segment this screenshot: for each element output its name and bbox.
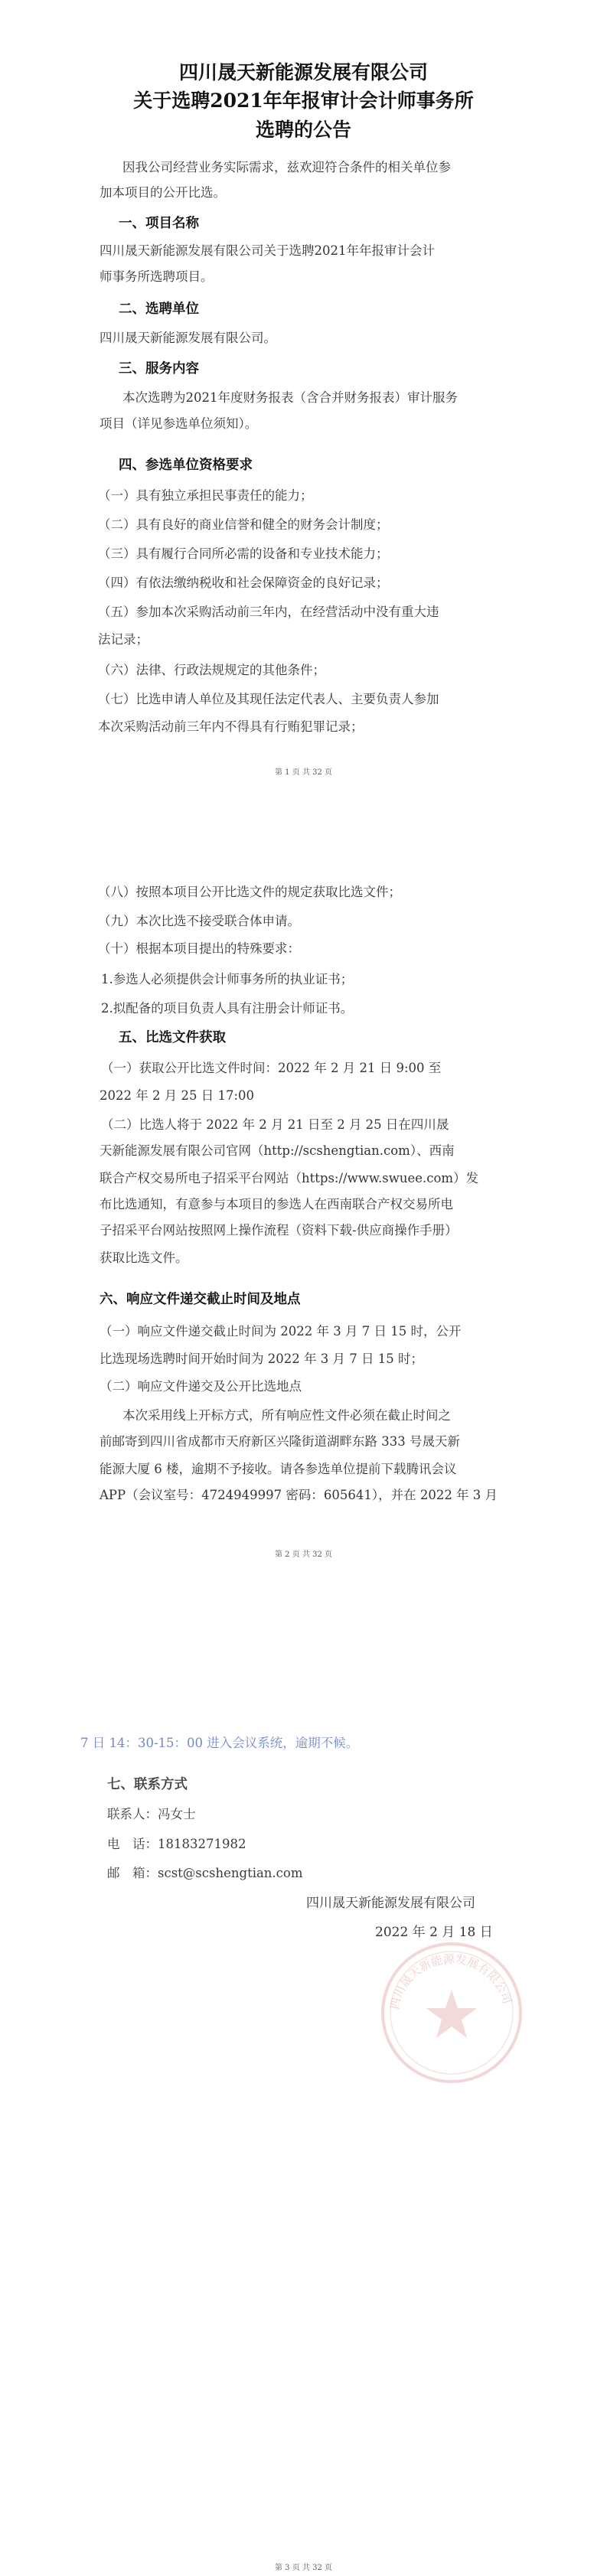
stamp-text: 四川晟天新能源发展有限公司 <box>387 1952 514 2011</box>
requirement-item: 2.拟配备的项目负责人具有注册会计师证书。 <box>101 1001 354 1016</box>
section-6-line: 比选现场选聘时间开始时间为 2022 年 3 月 7 日 15 时； <box>100 1352 423 1366</box>
requirement-item: （八）按照本项目公开比选文件的规定获取比选文件； <box>98 885 401 899</box>
requirement-item: 本次采购活动前三年内不得具有行贿犯罪记录； <box>98 719 364 734</box>
section-6-line: APP（会议室号：4724949997 密码：605641），并在 2022 年 3 月 <box>100 1488 498 1502</box>
page-number: 第 2 页 共 32 页 <box>275 1550 332 1559</box>
requirement-item: （九）本次比选不接受联合体申请。 <box>98 914 300 928</box>
requirement-item: （三）具有履行合同所必需的设备和专业技术能力； <box>98 546 389 561</box>
page-3 <box>0 1717 607 2576</box>
time-continuation: 7 日 14：30-15：00 进入会议系统，逾期不候。 <box>80 1736 359 1750</box>
signature-organization: 四川晟天新能源发展有限公司 <box>306 1896 475 1911</box>
section-4-heading: 四、参选单位资格要求 <box>119 458 253 473</box>
requirement-item: （一）具有独立承担民事责任的能力； <box>98 488 313 503</box>
section-7-heading: 七、联系方式 <box>107 1777 188 1792</box>
page-2 <box>0 859 607 1717</box>
page-number: 第 3 页 共 32 页 <box>275 2564 332 2572</box>
section-5-line: （一）获取公开比选文件时间：2022 年 2 月 21 日 9:00 至 <box>101 1061 442 1075</box>
section-5-line: 获取比选文件。 <box>100 1251 188 1265</box>
section-1-text-1: 四川晟天新能源发展有限公司关于选聘2021年年报审计会计 <box>100 243 435 258</box>
section-5-line: （二）比选人将于 2022 年 2 月 21 日至 2 月 25 日在四川晟 <box>101 1117 449 1132</box>
title-line-2: 关于选聘2021年年报审计会计师事务所 <box>133 90 474 112</box>
requirement-item: （二）具有良好的商业信誉和健全的财务会计制度； <box>98 517 389 532</box>
requirement-item: 1.参选人必须提供会计师事务所的执业证书； <box>101 972 354 986</box>
requirement-item: （七）比选申请人单位及其现任法定代表人、主要负责人参加 <box>98 692 439 706</box>
company-seal-stamp <box>375 1936 528 2089</box>
title-line-3: 选聘的公告 <box>255 119 351 141</box>
page-number: 第 1 页 共 32 页 <box>275 768 332 777</box>
contact-email: 邮 箱：scst@scshengtian.com <box>107 1866 303 1880</box>
intro-line-2: 加本项目的公开比选。 <box>100 185 226 200</box>
section-2-text: 四川晟天新能源发展有限公司。 <box>100 331 276 345</box>
page-1 <box>0 0 607 859</box>
contact-person: 联系人：冯女士 <box>107 1807 196 1821</box>
section-6-line: （二）响应文件递交及公开比选地点 <box>100 1379 302 1394</box>
section-5-line: 子招采平台网站按照网上操作流程（资料下载-供应商操作手册） <box>100 1223 458 1237</box>
section-5-line: 联合产权交易所电子招采平台网站（https://www.swuee.com）发 <box>100 1171 479 1185</box>
title-line-1: 四川晟天新能源发展有限公司 <box>178 61 428 83</box>
section-3-text-1: 本次选聘为2021年度财务报表（含合并财务报表）审计服务 <box>122 390 458 405</box>
section-2-heading: 二、选聘单位 <box>119 302 199 317</box>
section-5-line: 布比选通知，有意参与本项目的参选人在西南联合产权交易所电 <box>100 1197 453 1211</box>
contact-phone: 电 话：18183271982 <box>107 1837 246 1851</box>
section-6-heading: 六、响应文件递交截止时间及地点 <box>100 1292 301 1307</box>
requirement-item: （四）有依法缴纳税收和社会保障资金的良好记录； <box>98 576 389 590</box>
requirement-item: 法记录； <box>98 632 148 647</box>
section-6-line: 本次采用线上开标方式，所有响应性文件必须在截止时间之 <box>122 1408 451 1423</box>
section-6-line: 前邮寄到四川省成都市天府新区兴隆街道湖畔东路 333 号晟天新 <box>100 1434 460 1449</box>
signature-date: 2022 年 2 月 18 日 <box>375 1925 493 1940</box>
section-3-heading: 三、服务内容 <box>119 361 199 377</box>
requirement-item: （六）法律、行政法规规定的其他条件； <box>98 663 325 677</box>
requirement-item: （十）根据本项目提出的特殊要求： <box>98 941 300 956</box>
section-1-heading: 一、项目名称 <box>119 216 199 231</box>
intro-line-1: 因我公司经营业务实际需求，兹欢迎符合条件的相关单位参 <box>122 160 451 174</box>
section-6-line: （一）响应文件递交截止时间为 2022 年 3 月 7 日 15 时，公开 <box>100 1324 462 1339</box>
section-1-text-2: 师事务所选聘项目。 <box>100 269 214 284</box>
requirement-item: （五）参加本次采购活动前三年内，在经营活动中没有重大违 <box>98 605 439 619</box>
section-3-text-2: 项目（详见参选单位须知）。 <box>100 416 258 431</box>
section-5-line: 2022 年 2 月 25 日 17:00 <box>100 1088 255 1103</box>
section-5-heading: 五、比选文件获取 <box>119 1030 226 1045</box>
section-6-line: 能源大厦 6 楼，逾期不予接收。请各参选单位提前下载腾讯会议 <box>100 1462 457 1476</box>
section-5-line: 天新能源发展有限公司官网（http://scshengtian.com）、西南 <box>100 1143 455 1158</box>
